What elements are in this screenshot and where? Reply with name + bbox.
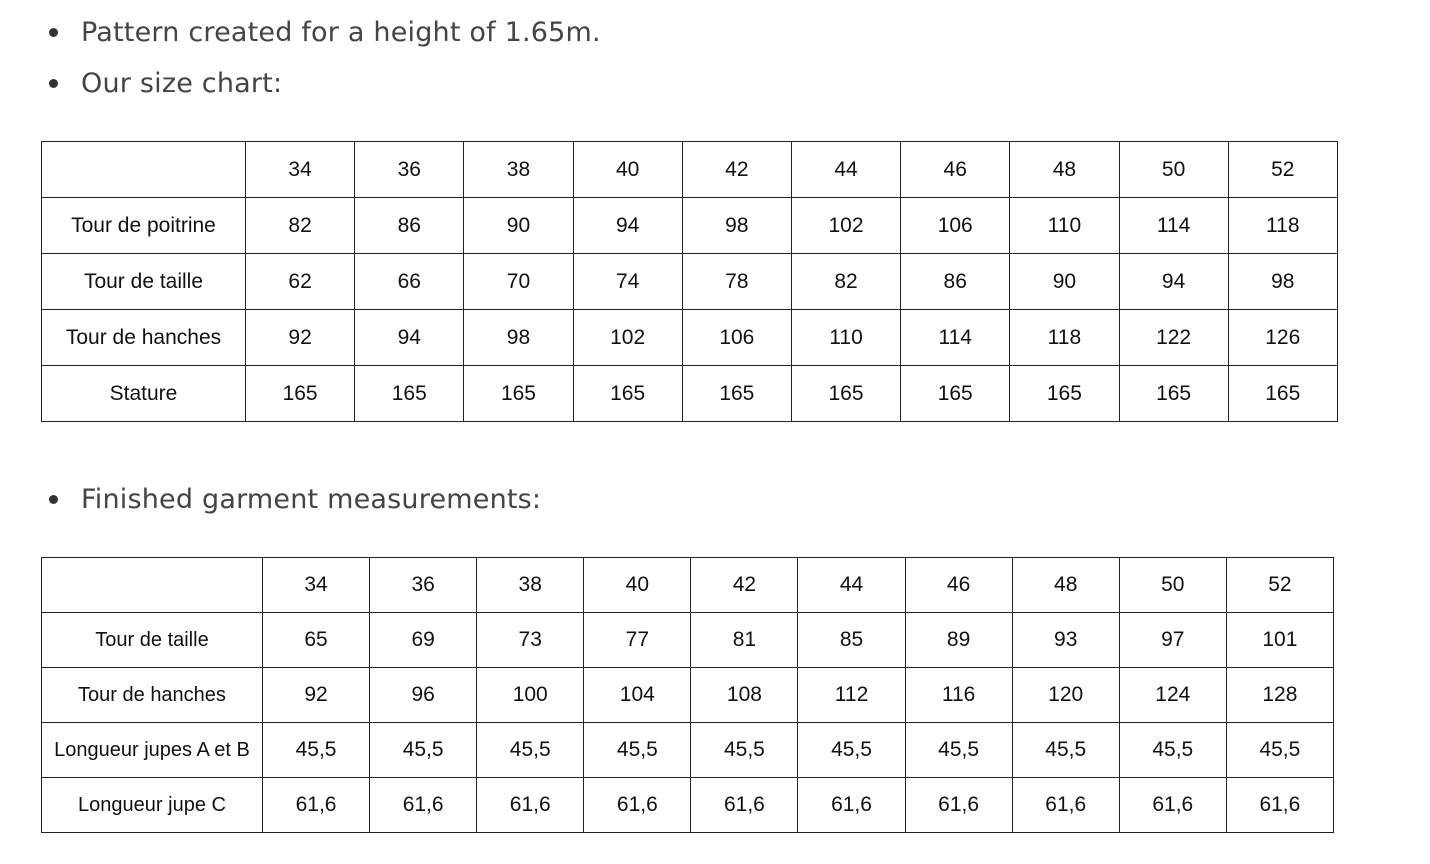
value-cell: 114 (901, 310, 1010, 366)
size-header-cell: 34 (246, 142, 355, 198)
value-cell: 45,5 (905, 723, 1012, 778)
value-cell: 45,5 (1012, 723, 1119, 778)
value-cell: 45,5 (584, 723, 691, 778)
value-cell: 104 (584, 668, 691, 723)
value-cell: 61,6 (798, 778, 905, 833)
table-row (42, 668, 1334, 723)
size-header-cell: 46 (901, 142, 1010, 198)
value-cell: 110 (791, 310, 900, 366)
value-cell: 110 (1010, 198, 1119, 254)
bullet-dot-icon (49, 28, 58, 37)
row-label-cell: Longueur jupes A et B (42, 723, 263, 778)
row-label-cell: Tour de taille (42, 254, 246, 310)
value-cell: 85 (798, 613, 905, 668)
size-header-cell: 36 (355, 142, 464, 198)
value-cell: 81 (691, 613, 798, 668)
value-cell: 45,5 (798, 723, 905, 778)
size-header-cell: 46 (905, 558, 1012, 613)
finished-chart-body (42, 558, 1334, 833)
value-cell: 122 (1119, 310, 1228, 366)
value-cell: 86 (355, 198, 464, 254)
value-cell: 78 (682, 254, 791, 310)
value-cell: 61,6 (370, 778, 477, 833)
value-cell: 74 (573, 254, 682, 310)
value-cell: 106 (901, 198, 1010, 254)
bullet-dot-icon (49, 495, 58, 504)
value-cell: 128 (1226, 668, 1333, 723)
value-cell: 120 (1012, 668, 1119, 723)
value-cell: 89 (905, 613, 1012, 668)
value-cell: 165 (901, 366, 1010, 422)
value-cell: 45,5 (691, 723, 798, 778)
value-cell: 61,6 (1119, 778, 1226, 833)
size-header-cell: 38 (477, 558, 584, 613)
value-cell: 61,6 (905, 778, 1012, 833)
value-cell: 62 (246, 254, 355, 310)
value-cell: 94 (1119, 254, 1228, 310)
row-label-cell: Stature (42, 366, 246, 422)
value-cell: 101 (1226, 613, 1333, 668)
value-cell: 118 (1228, 198, 1337, 254)
header-row (42, 142, 1338, 198)
table-row (42, 198, 1338, 254)
value-cell: 165 (1119, 366, 1228, 422)
value-cell: 165 (1010, 366, 1119, 422)
size-header-cell: 34 (263, 558, 370, 613)
size-header-cell: 44 (798, 558, 905, 613)
value-cell: 61,6 (584, 778, 691, 833)
value-cell: 96 (370, 668, 477, 723)
size-chart-body (42, 142, 1338, 422)
value-cell: 98 (464, 310, 573, 366)
size-header-cell: 40 (573, 142, 682, 198)
value-cell: 77 (584, 613, 691, 668)
value-cell: 61,6 (691, 778, 798, 833)
corner-cell (42, 142, 246, 198)
size-header-cell: 50 (1119, 142, 1228, 198)
value-cell: 114 (1119, 198, 1228, 254)
row-label-cell: Tour de hanches (42, 310, 246, 366)
value-cell: 106 (682, 310, 791, 366)
table-row (42, 366, 1338, 422)
value-cell: 45,5 (1226, 723, 1333, 778)
value-cell: 108 (691, 668, 798, 723)
value-cell: 165 (1228, 366, 1337, 422)
value-cell: 92 (246, 310, 355, 366)
table-row (42, 310, 1338, 366)
bullet-dot-icon (49, 79, 58, 88)
size-header-cell: 48 (1012, 558, 1119, 613)
value-cell: 45,5 (263, 723, 370, 778)
value-cell: 102 (573, 310, 682, 366)
size-chart-intro-text: Our size chart: (81, 67, 283, 99)
value-cell: 70 (464, 254, 573, 310)
value-cell: 116 (905, 668, 1012, 723)
table-row (42, 254, 1338, 310)
value-cell: 93 (1012, 613, 1119, 668)
value-cell: 112 (798, 668, 905, 723)
value-cell: 126 (1228, 310, 1337, 366)
value-cell: 94 (355, 310, 464, 366)
header-row (42, 558, 1334, 613)
value-cell: 61,6 (263, 778, 370, 833)
value-cell: 124 (1119, 668, 1226, 723)
value-cell: 61,6 (1012, 778, 1119, 833)
size-header-cell: 52 (1228, 142, 1337, 198)
value-cell: 66 (355, 254, 464, 310)
height-note-text: Pattern created for a height of 1.65m. (81, 16, 601, 48)
finished-intro-text: Finished garment measurements: (81, 483, 542, 515)
table-row (42, 723, 1334, 778)
size-header-cell: 42 (691, 558, 798, 613)
corner-cell (42, 558, 263, 613)
size-header-cell: 52 (1226, 558, 1333, 613)
value-cell: 98 (1228, 254, 1337, 310)
value-cell: 69 (370, 613, 477, 668)
row-label-cell: Tour de hanches (42, 668, 263, 723)
size-header-cell: 44 (791, 142, 900, 198)
value-cell: 45,5 (1119, 723, 1226, 778)
value-cell: 61,6 (1226, 778, 1333, 833)
size-header-cell: 38 (464, 142, 573, 198)
value-cell: 165 (791, 366, 900, 422)
value-cell: 165 (355, 366, 464, 422)
value-cell: 82 (246, 198, 355, 254)
value-cell: 165 (246, 366, 355, 422)
size-header-cell: 40 (584, 558, 691, 613)
table-row (42, 778, 1334, 833)
value-cell: 100 (477, 668, 584, 723)
value-cell: 90 (464, 198, 573, 254)
value-cell: 45,5 (477, 723, 584, 778)
value-cell: 65 (263, 613, 370, 668)
value-cell: 82 (791, 254, 900, 310)
value-cell: 90 (1010, 254, 1119, 310)
row-label-cell: Tour de poitrine (42, 198, 246, 254)
value-cell: 92 (263, 668, 370, 723)
value-cell: 102 (791, 198, 900, 254)
value-cell: 165 (682, 366, 791, 422)
size-chart-table (41, 141, 1338, 422)
value-cell: 118 (1010, 310, 1119, 366)
row-label-cell: Tour de taille (42, 613, 263, 668)
value-cell: 94 (573, 198, 682, 254)
finished-garment-table (41, 557, 1334, 833)
value-cell: 165 (573, 366, 682, 422)
value-cell: 165 (464, 366, 573, 422)
size-header-cell: 48 (1010, 142, 1119, 198)
value-cell: 45,5 (370, 723, 477, 778)
size-header-cell: 36 (370, 558, 477, 613)
value-cell: 86 (901, 254, 1010, 310)
value-cell: 98 (682, 198, 791, 254)
size-header-cell: 50 (1119, 558, 1226, 613)
value-cell: 73 (477, 613, 584, 668)
table-row (42, 613, 1334, 668)
row-label-cell: Longueur jupe C (42, 778, 263, 833)
value-cell: 61,6 (477, 778, 584, 833)
size-header-cell: 42 (682, 142, 791, 198)
value-cell: 97 (1119, 613, 1226, 668)
